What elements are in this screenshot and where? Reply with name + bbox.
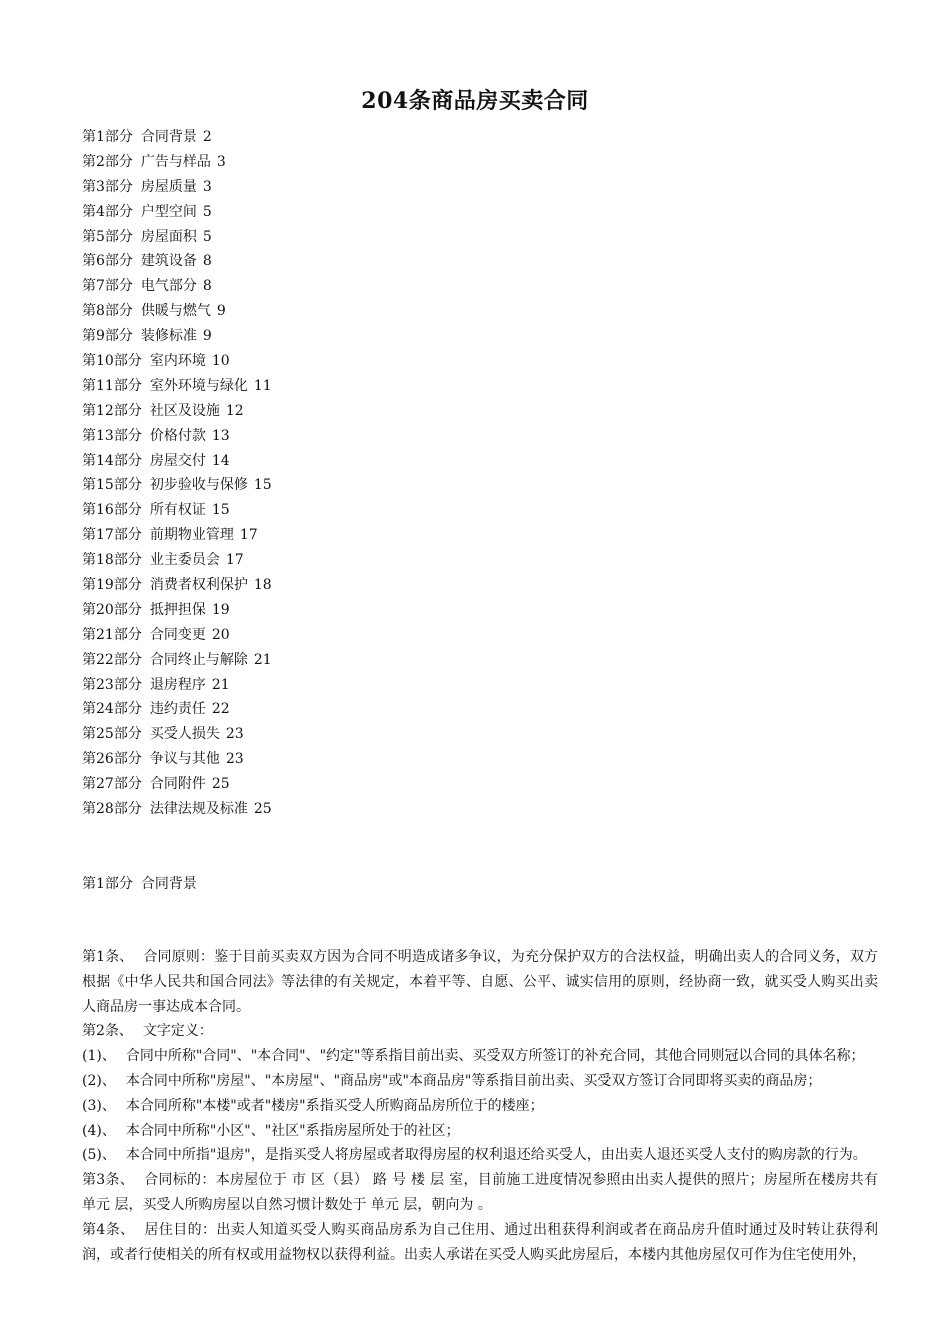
- toc-part: 第3部分: [82, 178, 133, 195]
- toc-part: 第5部分: [82, 228, 133, 245]
- paragraph-label: (3)、: [82, 1097, 116, 1114]
- toc-name: 供暖与燃气: [140, 303, 211, 320]
- toc-name: 户型空间: [140, 203, 197, 220]
- toc-entry: [82, 747, 272, 772]
- toc-name: 建筑设备: [140, 253, 197, 270]
- toc-page-number: 2: [202, 129, 212, 145]
- toc-name: 所有权证: [149, 502, 206, 519]
- toc-page-number: 21: [211, 676, 230, 693]
- toc-part: 第23部分: [82, 676, 142, 693]
- toc-part: 第4部分: [82, 203, 133, 220]
- toc-entry: [82, 349, 272, 374]
- contract-paragraph: [82, 1168, 878, 1218]
- toc-part: 第18部分: [82, 552, 142, 569]
- toc-page-number: 15: [211, 502, 230, 519]
- toc-entry: [82, 225, 272, 250]
- contract-paragraph: [82, 1044, 878, 1069]
- toc-entry: [82, 697, 272, 722]
- toc-part: 第20部分: [82, 601, 142, 618]
- toc-page-number: 21: [253, 651, 272, 668]
- toc-name: 房屋交付: [149, 452, 206, 469]
- toc-part: 第2部分: [82, 153, 133, 170]
- toc-page-number: 11: [253, 377, 272, 394]
- toc-entry: [82, 175, 272, 200]
- toc-entry: [82, 573, 272, 598]
- paragraph-label: (5)、: [82, 1147, 116, 1164]
- toc-part: 第10部分: [82, 353, 142, 370]
- toc-name: 广告与样品: [140, 153, 211, 170]
- toc-name: 消费者权利保护: [149, 577, 248, 594]
- toc-entry: [82, 249, 272, 274]
- toc-part: 第12部分: [82, 402, 142, 419]
- toc-part: 第6部分: [82, 253, 133, 270]
- paragraph-text: 本合同所称"本楼"或者"楼房"系指买受人所购商品房所位于的楼座；: [125, 1097, 544, 1114]
- toc-name: 社区及设施: [149, 402, 220, 419]
- toc-page-number: 23: [225, 751, 244, 768]
- toc-part: 第27部分: [82, 776, 142, 793]
- toc-name: 违约责任: [149, 701, 206, 718]
- paragraph-label: 第4条、: [82, 1221, 135, 1238]
- toc-entry: [82, 473, 272, 498]
- toc-part: 第1部分: [82, 129, 133, 145]
- paragraph-label: 第1条、: [82, 949, 134, 965]
- toc-part: 第11部分: [82, 377, 142, 394]
- paragraph-text: 本合同中所指"退房"，是指买受人将房屋或者取得房屋的权利退还给买受人，由出卖人退还买受人支付的购房款的行为。: [125, 1147, 867, 1164]
- toc-name: 退房程序: [149, 676, 206, 693]
- toc-entry: [82, 399, 272, 424]
- contract-paragraph: [82, 1069, 878, 1094]
- paragraph-text: 本合同中所称"小区"、"社区"系指房屋所处于的社区；: [125, 1122, 460, 1139]
- toc-page-number: 19: [211, 601, 230, 618]
- section-name: 合同背景: [140, 876, 197, 892]
- toc-name: 买受人损失: [149, 726, 220, 743]
- section-heading: [82, 873, 197, 895]
- toc-entry: [82, 598, 272, 623]
- toc-page-number: 3: [216, 153, 226, 170]
- table-of-contents: [82, 125, 272, 822]
- toc-part: 第14部分: [82, 452, 142, 469]
- toc-page-number: 9: [216, 303, 226, 320]
- toc-part: 第22部分: [82, 651, 142, 668]
- paragraph-text: 居住目的：出卖人知道买受人购买商品房系为自己住用、通过出租获得利润或者在商品房升值时通过及时转让获得利润，或者行使相关的所有权或用益物权以获得利益。出卖人承诺在买受人购买此房屋后，本楼内其他房屋仅可作为住宅使用外，: [82, 1221, 878, 1263]
- contract-paragraph: [82, 1094, 878, 1119]
- toc-entry: [82, 623, 272, 648]
- toc-entry: [82, 673, 272, 698]
- toc-part: 第24部分: [82, 701, 142, 718]
- toc-name: 业主委员会: [149, 552, 220, 569]
- paragraph-label: (4)、: [82, 1122, 116, 1139]
- toc-part: 第19部分: [82, 577, 142, 594]
- toc-part: 第7部分: [82, 278, 133, 295]
- toc-part: 第15部分: [82, 477, 142, 494]
- toc-name: 抵押担保: [149, 601, 206, 618]
- toc-part: 第28部分: [82, 801, 142, 818]
- contract-body: [82, 945, 878, 1267]
- toc-entry: [82, 523, 272, 548]
- contract-paragraph: [82, 1218, 878, 1268]
- toc-page-number: 15: [253, 477, 272, 494]
- toc-entry: [82, 150, 272, 175]
- toc-page-number: 18: [253, 577, 272, 594]
- toc-page-number: 20: [211, 626, 230, 643]
- toc-page-number: 17: [239, 527, 258, 544]
- document-title: 204条商品房买卖合同: [361, 88, 589, 114]
- toc-name: 电气部分: [140, 278, 197, 295]
- paragraph-label: (2)、: [82, 1072, 116, 1089]
- toc-entry: [82, 772, 272, 797]
- toc-entry: [82, 548, 272, 573]
- toc-part: 第21部分: [82, 626, 142, 643]
- toc-entry: [82, 424, 272, 449]
- toc-part: 第9部分: [82, 328, 133, 345]
- toc-part: 第8部分: [82, 303, 133, 320]
- toc-part: 第16部分: [82, 502, 142, 519]
- toc-entry: [82, 797, 272, 822]
- toc-entry: [82, 299, 272, 324]
- toc-name: 价格付款: [149, 427, 206, 444]
- contract-paragraph: [82, 1143, 878, 1168]
- toc-name: 室内环境: [149, 353, 206, 370]
- toc-page-number: 17: [225, 552, 244, 569]
- toc-page-number: 10: [211, 353, 230, 370]
- toc-name: 前期物业管理: [149, 527, 234, 544]
- toc-entry: [82, 125, 272, 150]
- contract-paragraph: [82, 945, 878, 1019]
- toc-name: 合同附件: [149, 776, 206, 793]
- toc-page-number: 8: [202, 278, 212, 295]
- toc-name: 合同变更: [149, 626, 206, 643]
- toc-part: 第25部分: [82, 726, 142, 743]
- toc-entry: [82, 200, 272, 225]
- toc-page-number: 22: [211, 701, 230, 718]
- toc-page-number: 14: [211, 452, 230, 469]
- toc-name: 初步验收与保修: [149, 477, 248, 494]
- paragraph-text: 合同原则：鉴于目前买卖双方因为合同不明造成诸多争议，为充分保护双方的合法权益，明确出卖人的合同义务，双方根据《中华人民共和国合同法》等法律的有关规定，本着平等、自愿、公平、诚实信用的原则，经协商一致，就买受人购买出卖人商品房一事达成本合同。: [82, 949, 878, 1015]
- contract-paragraph: [82, 1019, 878, 1044]
- toc-page-number: 3: [202, 178, 212, 195]
- toc-name: 房屋质量: [140, 178, 197, 195]
- toc-entry: [82, 648, 272, 673]
- toc-page-number: 8: [202, 253, 212, 270]
- paragraph-text: 合同标的：本房屋位于 市 区（县） 路 号 楼 层 室，目前施工进度情况参照由出卖人提供的照片；房屋所在楼房共有 单元 层，买受人所购房屋以自然习惯计数处于 单元 层，朝向为 。: [82, 1172, 878, 1213]
- toc-page-number: 5: [202, 228, 212, 245]
- toc-entry: [82, 449, 272, 474]
- toc-entry: [82, 498, 272, 523]
- toc-name: 争议与其他: [149, 751, 220, 768]
- toc-page-number: 9: [202, 328, 212, 345]
- toc-page-number: 12: [225, 402, 244, 419]
- toc-page-number: 5: [202, 203, 212, 220]
- toc-part: 第13部分: [82, 427, 142, 444]
- toc-page-number: 25: [211, 776, 230, 793]
- paragraph-label: 第2条、: [82, 1023, 133, 1040]
- section-part: 第1部分: [82, 876, 133, 892]
- toc-entry: [82, 324, 272, 349]
- paragraph-label: 第3条、: [82, 1172, 135, 1189]
- toc-part: 第26部分: [82, 751, 142, 768]
- contract-paragraph: [82, 1119, 878, 1144]
- paragraph-text: 本合同中所称"房屋"、"本房屋"、"商品房"或"本商品房"等系指目前出卖、买受双方签订合同即将买卖的商品房；: [125, 1072, 822, 1089]
- paragraph-label: (1)、: [82, 1048, 116, 1065]
- toc-name: 装修标准: [140, 328, 197, 345]
- toc-name: 室外环境与绿化: [149, 377, 248, 394]
- toc-page-number: 23: [225, 726, 244, 743]
- toc-entry: [82, 374, 272, 399]
- toc-entry: [82, 274, 272, 299]
- paragraph-text: 文字定义：: [142, 1023, 213, 1040]
- toc-name: 合同背景: [140, 129, 197, 145]
- toc-part: 第17部分: [82, 527, 142, 544]
- toc-name: 合同终止与解除: [149, 651, 248, 668]
- paragraph-text: 合同中所称"合同"、"本合同"、"约定"等系指目前出卖、买受双方所签订的补充合同，其他合同则冠以合同的具体名称；: [125, 1048, 865, 1065]
- toc-page-number: 25: [253, 801, 272, 818]
- toc-name: 房屋面积: [140, 228, 197, 245]
- toc-entry: [82, 722, 272, 747]
- toc-name: 法律法规及标准: [149, 801, 248, 818]
- toc-page-number: 13: [211, 427, 230, 444]
